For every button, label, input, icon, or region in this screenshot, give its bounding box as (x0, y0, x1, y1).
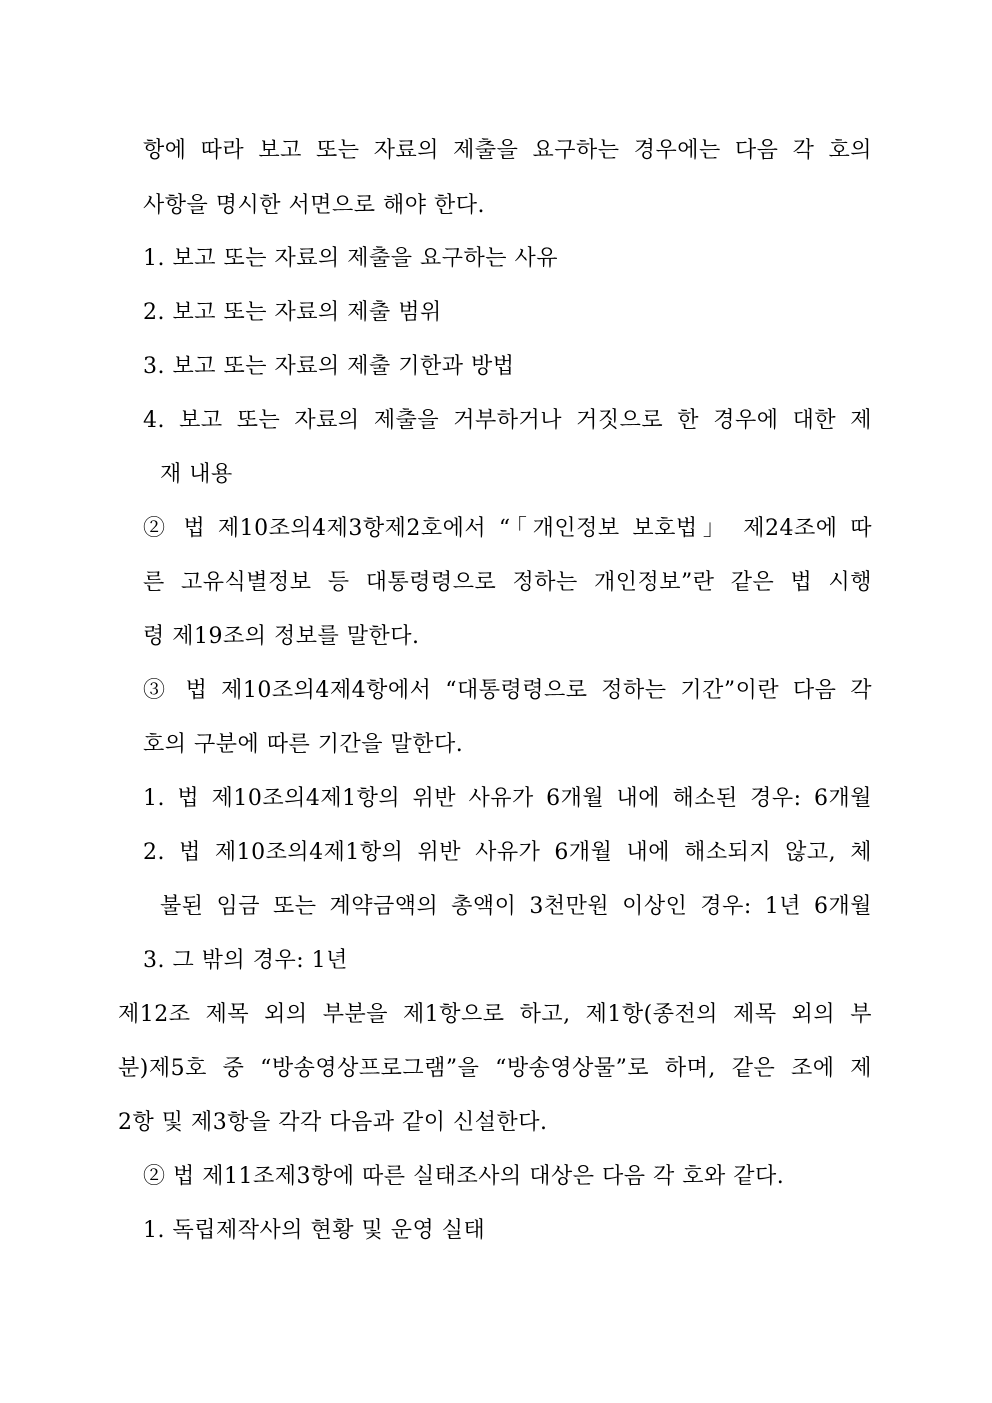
list-item: 1. 보고 또는 자료의 제출을 요구하는 사유 (143, 246, 558, 271)
text-line: 2항 및 제3항을 각각 다음과 같이 신설한다. (118, 1110, 548, 1135)
list-item: 1. 독립제작사의 현황 및 운영 실태 (143, 1218, 486, 1243)
text-line: 호의 구분에 따른 기간을 말한다. (143, 732, 464, 757)
text-line: 분)제5호 중 “방송영상프로그램”을 “방송영상물”로 하며, 같은 조에 제 (118, 1056, 872, 1081)
text-line: 항에 따라 보고 또는 자료의 제출을 요구하는 경우에는 다음 각 호의 (143, 138, 872, 163)
text-line: 재 내용 (160, 462, 233, 487)
list-item: 3. 그 밖의 경우: 1년 (143, 948, 348, 973)
list-item: 3. 보고 또는 자료의 제출 기한과 방법 (143, 354, 515, 379)
text-line: 른 고유식별정보 등 대통령령으로 정하는 개인정보”란 같은 법 시행 (143, 570, 872, 595)
paragraph-line: ② 법 제10조의4제3항제2호에서 “「개인정보 보호법」 제24조에 따 (143, 516, 872, 541)
list-item: 1. 법 제10조의4제1항의 위반 사유가 6개월 내에 해소된 경우: 6개월 (143, 786, 872, 811)
text-line: 불된 임금 또는 계약금액의 총액이 3천만원 이상인 경우: 1년 6개월 (160, 894, 872, 919)
paragraph-line: ③ 법 제10조의4제4항에서 “대통령령으로 정하는 기간”이란 다음 각 (143, 678, 872, 703)
list-item: 2. 보고 또는 자료의 제출 범위 (143, 300, 442, 325)
list-item: 4. 보고 또는 자료의 제출을 거부하거나 거짓으로 한 경우에 대한 제 (143, 408, 872, 433)
text-line: 령 제19조의 정보를 말한다. (143, 624, 420, 649)
paragraph-line: ② 법 제11조제3항에 따른 실태조사의 대상은 다음 각 호와 같다. (143, 1164, 785, 1189)
text-line: 사항을 명시한 서면으로 해야 한다. (143, 193, 485, 218)
list-item: 2. 법 제10조의4제1항의 위반 사유가 6개월 내에 해소되지 않고, 체 (143, 840, 872, 865)
paragraph-line: 제12조 제목 외의 부분을 제1항으로 하고, 제1항(종전의 제목 외의 부 (118, 1002, 872, 1027)
